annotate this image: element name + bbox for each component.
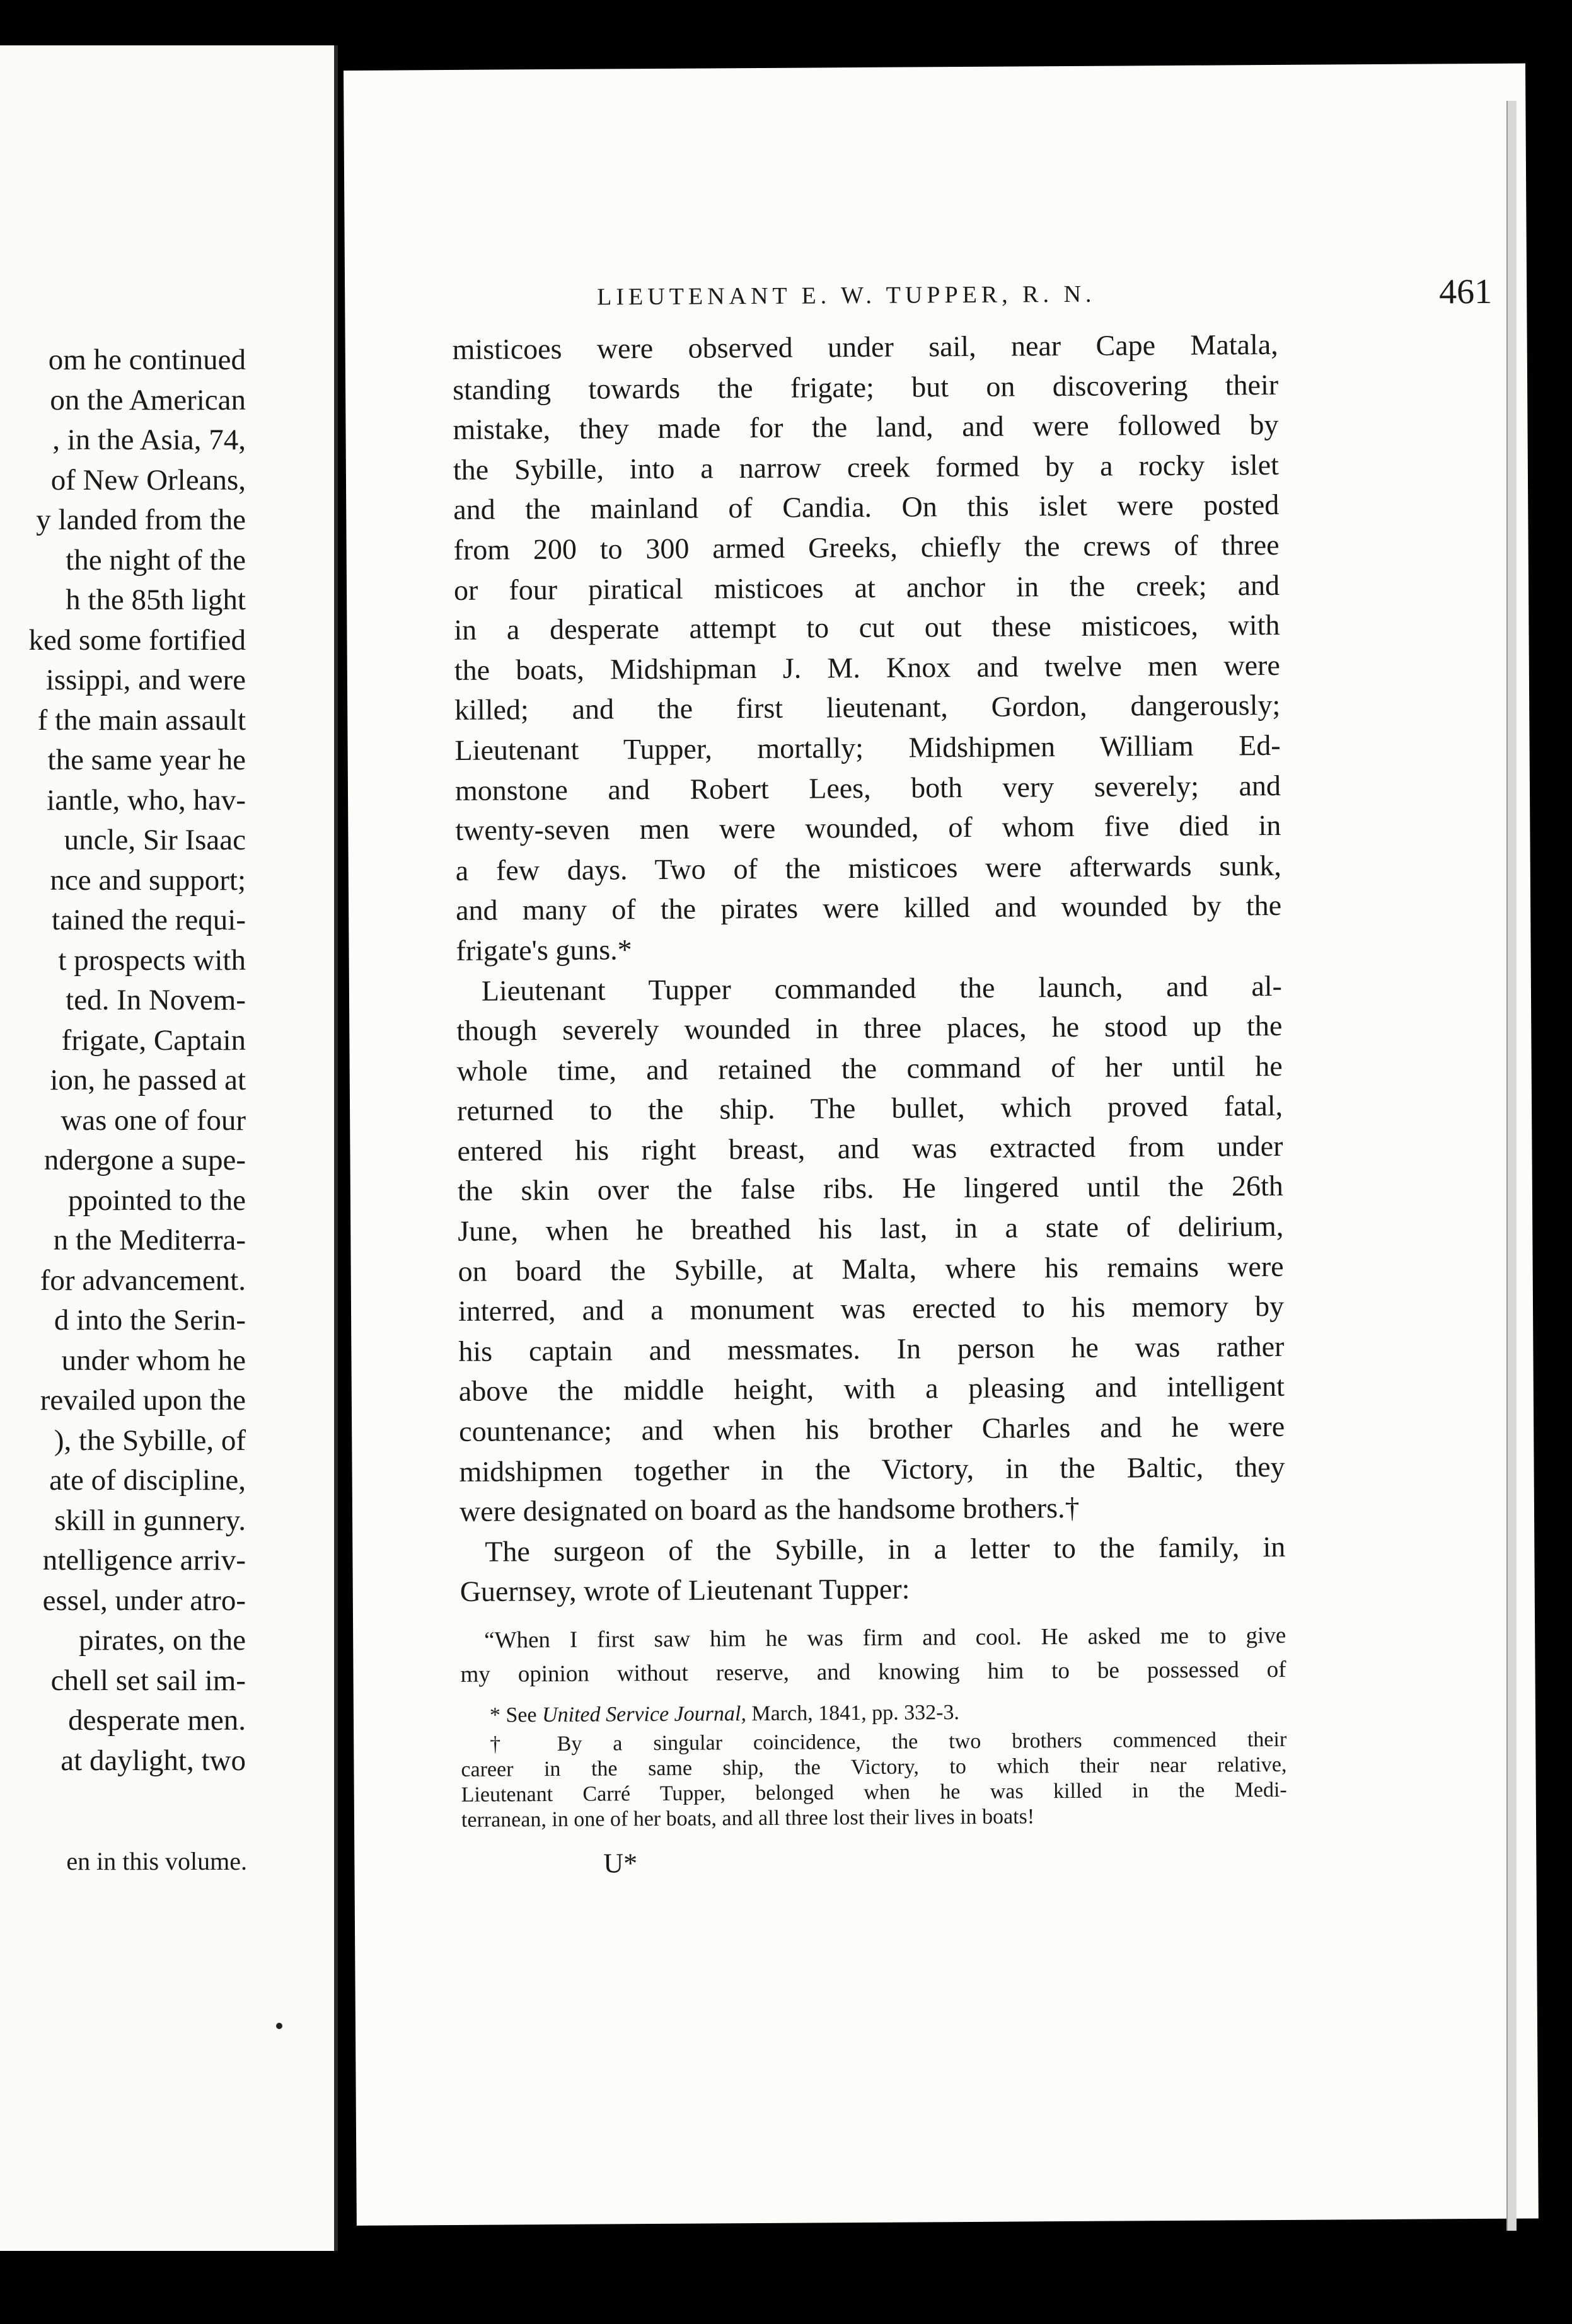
body-line: in a desperate attempt to cut out these misticoes, with bbox=[454, 609, 1280, 647]
body-line: midshipmen together in the Victory, in the Baltic, they bbox=[459, 1450, 1285, 1488]
left-line: at daylight, two bbox=[61, 1744, 246, 1777]
left-line: the same year he bbox=[47, 744, 246, 776]
ink-dot bbox=[276, 2023, 282, 2029]
left-line: d into the Serin- bbox=[54, 1304, 246, 1337]
left-line: ked some fortified bbox=[28, 623, 246, 657]
footnote-2-line: Lieutenant Carré Tupper, belonged when he was killed in the Medi- bbox=[461, 1778, 1287, 1807]
body-line: frigate's guns.* bbox=[456, 933, 632, 967]
body-line: whole time, and retained the command of her until he bbox=[456, 1049, 1283, 1087]
left-line: n the Mediterra- bbox=[53, 1224, 246, 1257]
left-line: for advancement. bbox=[40, 1263, 246, 1297]
body-line: were designated on board as the handsome brothers.† bbox=[459, 1492, 1080, 1528]
left-page bbox=[0, 45, 338, 2251]
left-line: on the American bbox=[50, 383, 246, 417]
body-line: his captain and messmates. In person he was rather bbox=[458, 1330, 1285, 1367]
left-line: ndergone a supe- bbox=[43, 1144, 246, 1176]
body-line: though severely wounded in three places, he stood up the bbox=[456, 1010, 1283, 1047]
body-line: standing towards the frigate; but on discovering their bbox=[452, 368, 1279, 406]
paragraph-start: Lieutenant Tupper commanded the launch, and al- bbox=[481, 969, 1283, 1007]
body-line: and many of the pirates were killed and wounded by the bbox=[455, 889, 1282, 927]
left-line: tained the requi- bbox=[52, 904, 246, 936]
footnote-1 bbox=[461, 1698, 1286, 1729]
footnote-1-source: United Service Journal, bbox=[541, 1702, 747, 1727]
footnote-2-line: † By a singular coincidence, the two brothers commenced their bbox=[490, 1727, 1287, 1756]
left-line: ppointed to the bbox=[68, 1183, 246, 1217]
body-line: above the middle height, with a pleasing and intelligent bbox=[458, 1370, 1285, 1408]
body-line: the skin over the false ribs. He lingered until the 26th bbox=[457, 1170, 1283, 1207]
left-line: ate of discipline, bbox=[49, 1464, 246, 1497]
body-line: the Sybille, into a narrow creek formed by a rocky islet bbox=[453, 448, 1280, 486]
paragraph-start: The surgeon of the Sybille, in a letter to the family, in bbox=[485, 1530, 1286, 1568]
left-line: essel, under atro- bbox=[42, 1584, 246, 1617]
signature-mark: U* bbox=[603, 1848, 638, 1879]
left-line: h the 85th light bbox=[66, 584, 246, 616]
left-line: of New Orleans, bbox=[50, 463, 246, 497]
left-line: iantle, who, hav- bbox=[47, 783, 246, 817]
left-line: skill in gunnery. bbox=[54, 1504, 246, 1537]
left-line: frigate, Captain bbox=[61, 1023, 246, 1057]
left-line: om he continued bbox=[48, 343, 246, 376]
left-line: ion, he passed at bbox=[50, 1064, 246, 1096]
page-header bbox=[597, 272, 1492, 328]
body-line: entered his right breast, and was extracted from under bbox=[457, 1129, 1283, 1167]
body-line: twenty-seven men were wounded, of whom five died in bbox=[455, 809, 1281, 847]
left-line: issippi, and were bbox=[45, 664, 246, 696]
footnote-1-suffix: March, 1841, pp. 332-3. bbox=[746, 1701, 960, 1726]
body-line: from 200 to 300 armed Greeks, chiefly the crews of three bbox=[453, 528, 1280, 566]
body-line: interred, and a monument was erected to his memory by bbox=[458, 1290, 1285, 1328]
footnote-2-line: terranean, in one of her boats, and all three lost their lives in boats! bbox=[461, 1805, 1035, 1832]
left-line: chell set sail im- bbox=[50, 1664, 246, 1697]
left-line: revailed upon the bbox=[40, 1384, 246, 1417]
left-line: nce and support; bbox=[50, 863, 246, 897]
left-line: uncle, Sir Isaac bbox=[64, 824, 246, 856]
body-line: misticoes were observed under sail, near Cape Matala, bbox=[452, 328, 1278, 365]
quote-line: my opinion without reserve, and knowing him to be possessed of bbox=[460, 1656, 1286, 1688]
left-line: t prospects with bbox=[58, 943, 246, 977]
body-line: Guernsey, wrote of Lieutenant Tupper: bbox=[459, 1572, 910, 1608]
body-text bbox=[453, 325, 1286, 1612]
body-line: and the mainland of Candia. On this islet were posted bbox=[453, 488, 1280, 526]
body-line: the boats, Midshipman J. M. Knox and twelve men were bbox=[454, 648, 1280, 686]
left-line: ntelligence arriv- bbox=[42, 1544, 246, 1577]
left-line: under whom he bbox=[61, 1343, 246, 1377]
left-line: y landed from the bbox=[36, 503, 246, 536]
body-line: returned to the ship. The bullet, which proved fatal, bbox=[456, 1090, 1283, 1127]
left-page-text bbox=[0, 340, 246, 1781]
left-line: was one of four bbox=[61, 1103, 246, 1137]
right-page bbox=[344, 64, 1539, 2226]
body-line: monstone and Robert Lees, both very severely; and bbox=[454, 769, 1281, 807]
body-line: on board the Sybille, at Malta, where his remains were bbox=[458, 1250, 1284, 1287]
footnote-2-line: career in the same ship, the Victory, to which their near relative, bbox=[461, 1752, 1287, 1781]
body-line: killed; and the first lieutenant, Gordon, dangerously; bbox=[454, 689, 1281, 727]
quoted-letter bbox=[460, 1619, 1286, 1692]
footnote-1-prefix: * See bbox=[489, 1703, 543, 1727]
body-line: Lieutenant Tupper, mortally; Midshipmen William Ed- bbox=[454, 728, 1281, 766]
left-line: the night of the bbox=[66, 543, 246, 577]
body-line: countenance; and when his brother Charles and he were bbox=[459, 1410, 1285, 1447]
quote-line: “When I first saw him he was firm and cool. He asked me to give bbox=[484, 1622, 1286, 1654]
body-line: mistake, they made for the land, and were followed by bbox=[453, 408, 1279, 446]
left-line: desperate men. bbox=[68, 1704, 246, 1737]
footnotes bbox=[461, 1698, 1287, 1833]
page-number: 461 bbox=[1438, 272, 1493, 312]
page-edge bbox=[1506, 101, 1517, 2231]
left-line: f the main assault bbox=[37, 703, 246, 737]
left-page-footnote: en in this volume. bbox=[66, 1847, 247, 1875]
left-line: ted. In Novem- bbox=[66, 984, 246, 1016]
running-head: LIEUTENANT E. W. TUPPER, R. N. bbox=[597, 280, 1096, 311]
left-line: , in the Asia, 74, bbox=[52, 423, 246, 456]
left-line: pirates, on the bbox=[79, 1624, 246, 1657]
body-line: June, when he breathed his last, in a state of delirium, bbox=[458, 1209, 1284, 1247]
left-line: ), the Sybille, of bbox=[54, 1424, 246, 1457]
body-line: or four piratical misticoes at anchor in the creek; and bbox=[453, 568, 1280, 606]
body-line: a few days. Two of the misticoes were afterwards sunk, bbox=[455, 849, 1281, 887]
